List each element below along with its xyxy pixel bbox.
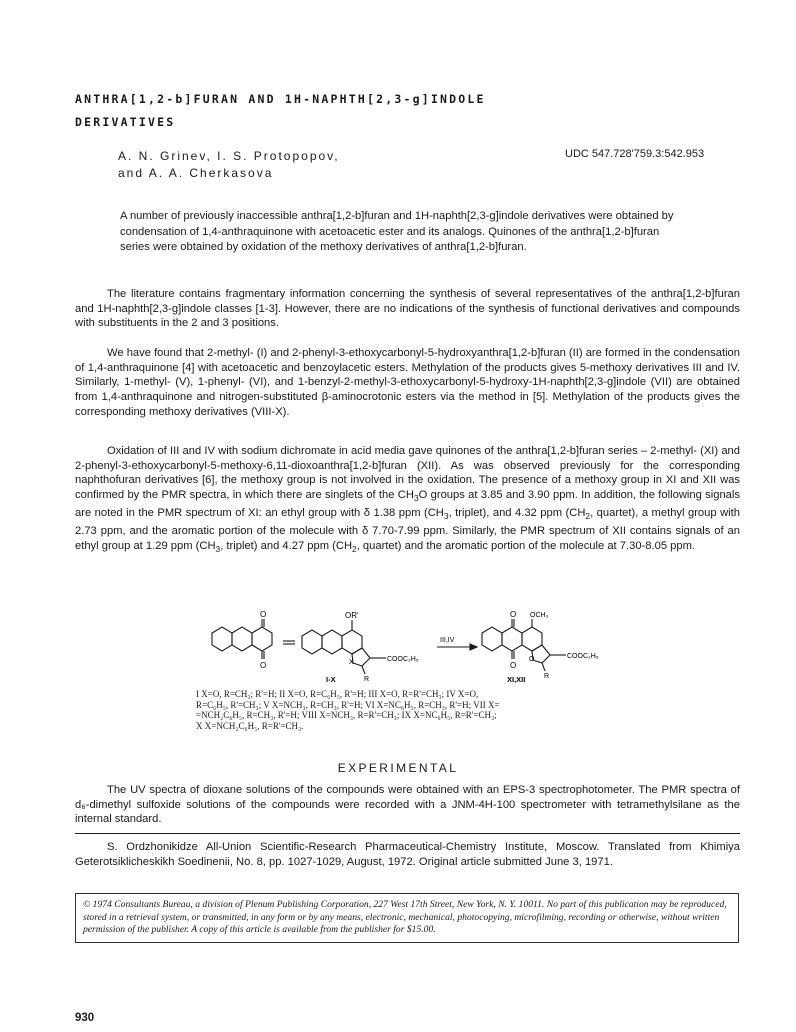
scheme-label-arrow: III,IV [440, 637, 455, 644]
anthrafuran-structure [302, 620, 386, 674]
anthraquinone-structure [212, 619, 272, 659]
scheme-label-o2: O [260, 661, 267, 670]
scheme-legend-line2: R=C₆H₅, R'=CH₃; V X=NCH₃, R=CH₃, R'=H; VI X=NC₆H₅, R=CH₃, R'=H; VII X= [196, 699, 500, 710]
scheme-label-och3: OCH₃ [530, 612, 549, 619]
scheme-label-o1: O [260, 610, 267, 619]
body-paragraph-1: The literature contains fragmentary information concerning the synthesis of several representatives of the anthra[1,2-b]furan and 1H-naphth[2,3-g]indole classes [1-3]. However, there are no indications of the synthesis of functional derivatives and compounds with substituents in the 2 and 3 positions. [75, 288, 740, 330]
copyright-notice: © 1974 Consultants Bureau, a division of Plenum Publishing Corporation, 227 West 17th Street, New York, N. Y. 10011. No part of this publication may be reproduced, stored in a retrieval system, or transmitted, in any form or by any means, electronic, mechanical, photocopying, microfilming, recording or otherwise, without written permission of the publisher. A copy of this article is available from the publisher for $15.00. [75, 893, 739, 943]
authors-line2: and A. A. Cherkasova [118, 166, 274, 180]
scheme-label-o4: O [510, 661, 517, 670]
abstract: A number of previously inaccessible anthra[1,2-b]furan and 1H-naphth[2,3-g]indole derivatives were obtained by condensation of 1,4-anthraquinone with acetoacetic ester and its analogs. Quinones of the anthra[1,2-b]furan series were obtained by oxidation of the methoxy derivatives of anthra[1,2-b]furan. [120, 210, 674, 254]
scheme-label-compounds-i-x: I-X [326, 675, 336, 684]
body-paragraph-2: We have found that 2-methyl- (I) and 2-phenyl-3-ethoxycarbonyl-5-hydroxyanthra[1,2-b]furan (II) are formed in the condensation of 1,4-anthraquinone [4] with acetoacetic and benzoylacetic esters. Methylation of the products gives 5-methoxy derivatives III and IV. Similarly, 1-methyl- (V), 1-phenyl- (VI), and 1-benzyl-2-methyl-3-ethoxycarbonyl-5-hydroxy-1H-naphth[2,3-g]indole (VII) are obtained from 1,4-anthraquinone and nitrogen-substituted β-aminocrotonic esters via the method in [5]. Methylation of the products gives the corresponding methoxy derivatives (VIII-X). [75, 347, 740, 418]
scheme-label-x: X [349, 659, 354, 666]
scheme-label-or: OR' [345, 611, 359, 620]
paper-title-line2: DERIVATIVES [75, 115, 176, 129]
authors-line1: A. N. Grinev, I. S. Protopopov, [118, 149, 340, 163]
page-number: 930 [75, 1012, 95, 1024]
scheme-legend [196, 689, 716, 731]
experimental-paragraph: The UV spectra of dioxane solutions of the compounds were obtained with an EPS-3 spectrophotometer. The PMR spectra of d₆-dimethyl sulfoxide solutions of the compounds were recorded with a JNM-4H-100 spectrometer with tetramethylsilane as the internal standard. [75, 784, 740, 826]
scheme-label-compounds-xi-xii: XI,XII [507, 675, 526, 684]
scheme-label-cooc2h5-2: COOC₂H₅ [567, 653, 599, 660]
scheme-label-o5: O [529, 656, 535, 663]
affiliation-note: S. Ordzhonikidze All-Union Scientific-Research Pharmaceutical-Chemistry Institute, Moscow. Translated from Khimiya Geterotsiklicheskikh Soedinenii, No. 8, pp. 1027-1029, August, 1972. Original article submitted June 3, 1971. [75, 841, 740, 868]
reaction-scheme [190, 608, 730, 688]
scheme-label-o3: O [510, 610, 517, 619]
scheme-legend-line1: I X=O, R=CH₃; R'=H; II X=O, R=C₆H₅, R'=H; III X=O, R=R'=CH₃; IV X=O, [196, 689, 479, 699]
scheme-label-r1: R [364, 676, 370, 683]
paper-title-line1: ANTHRA[1,2-b]FURAN AND 1H-NAPHTH[2,3-g]INDOLE [75, 92, 486, 106]
udc-code: UDC 547.728'759.3:542.953 [565, 148, 705, 160]
scheme-label-cooc2h5-1: COOC₂H₅ [387, 656, 419, 663]
dioxoanthrafuran-structure [482, 619, 566, 671]
authors [118, 148, 438, 182]
scheme-label-r2: R [544, 673, 550, 680]
scheme-legend-line3: =NCH₂C₆H₅, R=CH₃, R'=H; VIII X=NCH₃, R=R'=CH₃; IX X=NC₆H₅, R=R'=CH₃; [196, 710, 497, 721]
scheme-legend-line4: X X=NCH₂C₆H₅, R=R'=CH₃. [196, 720, 304, 731]
body-paragraph-3: Oxidation of III and IV with sodium dichromate in acid media gave quinones of the anthra[1,2-b]furan series – 2-methyl- (XI) and 2-phenyl-3-ethoxycarbonyl-5-methoxy-6,11-dioxoanthra[1,2-b]furan (XII). As was observed previously for the corresponding naphthofuran derivatives [6], the methoxy group is not involved in the oxidation. The presence of a methoxy group in XI and XII was confirmed by the PMR spectra, in which there are singlets of the $CH_3O$ groups at 3.85 and 3.90 ppm. In addition, the following signals are noted in the PMR spectrum of XI: an ethyl group with δ 1.38 ppm ($CH_3$, triplet), and 4.32 ppm ($CH_2$, quartet), a methyl group with 2.73 ppm, and the aromatic portion of the molecule with δ 7.70-7.99 ppm. Similarly, the PMR spectrum of XII contains signals of an ethyl group at 1.29 ppm ($CH_3$, triplet) and 4.27 ppm ($CH_2$, quartet) and the aromatic portion of the molecule at 7.30-8.05 ppm. [75, 445, 740, 554]
experimental-heading: EXPERIMENTAL [337, 761, 459, 775]
footer-divider [75, 833, 740, 834]
